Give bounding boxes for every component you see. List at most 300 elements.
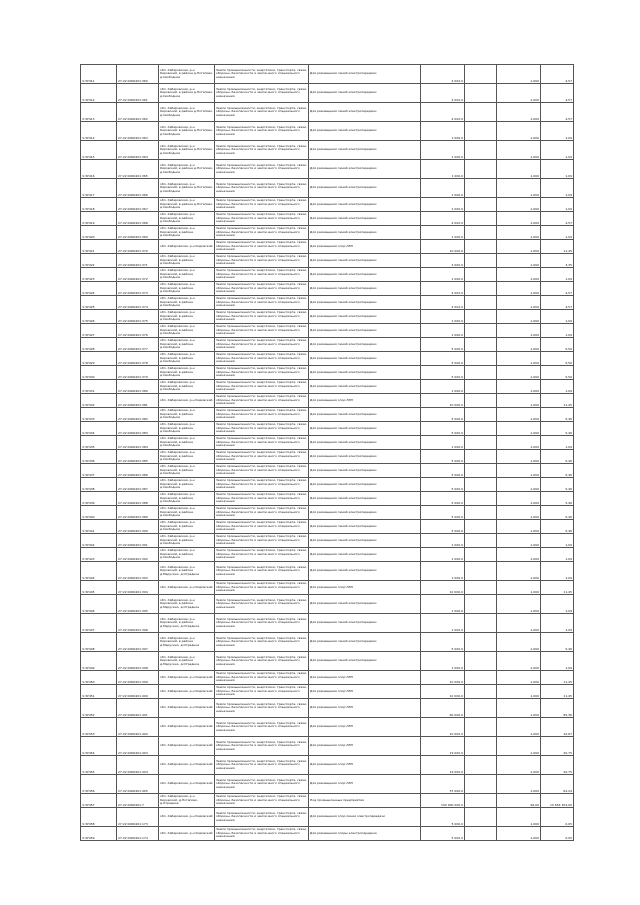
cadastral-number-cell: 27:22:0000401:393 xyxy=(117,562,159,581)
amount-cell: 3,35 xyxy=(541,254,574,268)
permitted-use-cell: Для размещения опор ЛЭП xyxy=(309,671,421,685)
amount-cell: 11,45 xyxy=(541,240,574,254)
area-cell: 4 002,0 xyxy=(421,296,465,310)
location-cell: обл. Хабаровская, р-н Кировский, в районе д.Потапово, д.Свободное xyxy=(159,179,215,198)
land-category-cell: Земли промышленности, энергетики, транспорта, связи, обороны, безопасности и земли иного специального назначения xyxy=(215,366,309,380)
amount-cell: 1,09 xyxy=(541,268,574,282)
cadastral-number-cell: 27:22:0000401:398 xyxy=(117,652,159,671)
permitted-use-cell: Для размещения линий электропередачи xyxy=(309,160,421,179)
permitted-use-cell: Для размещения опор ЛЭП xyxy=(309,699,421,718)
cadastral-number-cell: 27:22:0000401:382 xyxy=(117,408,159,422)
permitted-use-cell: Для размещения линий электропередачи xyxy=(309,520,421,534)
amount-cell: 5,46 xyxy=(541,633,574,652)
location-cell: обл. Хабаровская, р-н Кировский, в районе д.Свободное xyxy=(159,534,215,548)
coefficient-cell: 1,000 xyxy=(497,775,541,794)
location-cell: обл. Хабаровская, р-н Кировский, в районе д.Потапово, д.Свободное xyxy=(159,160,215,179)
permitted-use-cell: Для размещения опор ЛЭП xyxy=(309,240,421,254)
location-cell: обл. Хабаровская, р-н Кировский xyxy=(159,756,215,775)
cadastral-number-cell: 27:22:0000401:401 xyxy=(117,699,159,718)
plot-id-cell: Ч:ЗУ422 xyxy=(81,254,117,268)
amount-cell: 5,46 xyxy=(541,520,574,534)
area-cell: 57 000,0 xyxy=(421,775,465,794)
coefficient-cell: 1,000 xyxy=(497,581,541,595)
share-cell xyxy=(465,581,497,595)
area-cell: 19 000,0 xyxy=(421,756,465,775)
share-cell xyxy=(465,160,497,179)
table-row xyxy=(81,794,574,808)
land-category-cell: Земли промышленности, энергетики, транспорта, связи, обороны, безопасности и земли иного специального назначения xyxy=(215,827,309,841)
cadastral-number-cell: 27:22:0000401:366 xyxy=(117,179,159,198)
cadastral-number-cell: 27:22:0000401:364 xyxy=(117,141,159,160)
plot-id-cell: Ч:ЗУ429 xyxy=(81,352,117,366)
land-category-cell: Земли промышленности, энергетики, транспорта, связи, обороны, безопасности и земли иного специального назначения xyxy=(215,408,309,422)
permitted-use-cell: Для размещения опор ЛЭП xyxy=(309,685,421,699)
cadastral-number-cell: 27:22:0000401:173 xyxy=(117,808,159,827)
land-category-cell: Земли промышленности, энергетики, транспорта, связи, обороны, безопасности и земли иного специального назначения xyxy=(215,212,309,226)
area-cell: 1 000,0 xyxy=(421,179,465,198)
plot-id-cell: Ч:ЗУ415 xyxy=(81,141,117,160)
location-cell: обл. Хабаровская, р-н Кировский xyxy=(159,808,215,827)
coefficient-cell: 1,000 xyxy=(497,718,541,737)
permitted-use-cell: Для размещения опор ЛЭП xyxy=(309,718,421,737)
land-category-cell: Земли промышленности, энергетики, транспорта, связи, обороны, безопасности и земли иного специального назначения xyxy=(215,718,309,737)
location-cell: обл. Хабаровская, р-н Кировский, в районе д.Свободное xyxy=(159,450,215,464)
land-category-cell: Земли промышленности, энергетики, транспорта, связи, обороны, безопасности и земли иного специального назначения xyxy=(215,160,309,179)
coefficient-cell: 1,000 xyxy=(497,366,541,380)
permitted-use-cell: Для размещения линий электропередачи xyxy=(309,534,421,548)
share-cell xyxy=(465,827,497,841)
permitted-use-cell: Для размещения линий электропередачи xyxy=(309,141,421,160)
plot-id-cell: Ч:ЗУ455 xyxy=(81,756,117,775)
share-cell xyxy=(465,614,497,633)
coefficient-cell: 1,000 xyxy=(497,827,541,841)
amount-cell: 4,57 xyxy=(541,103,574,122)
share-cell xyxy=(465,492,497,506)
plot-id-cell: Ч:ЗУ413 xyxy=(81,103,117,122)
plot-id-cell: Ч:ЗУ443 xyxy=(81,548,117,562)
location-cell: обл. Хабаровская, р-н Кировский xyxy=(159,737,215,756)
coefficient-cell: 1,000 xyxy=(497,408,541,422)
table-row xyxy=(81,756,574,775)
permitted-use-cell: Для размещения линий электропередачи xyxy=(309,352,421,366)
share-cell xyxy=(465,794,497,808)
cadastral-number-cell: 27:22:0000401:391 xyxy=(117,534,159,548)
plot-id-cell: Ч:ЗУ414 xyxy=(81,122,117,141)
land-category-cell: Земли промышленности, энергетики, транспорта, связи, обороны, безопасности и земли иного специального назначения xyxy=(215,254,309,268)
coefficient-cell: 1,000 xyxy=(497,198,541,212)
permitted-use-cell: Для размещения линий электропередачи xyxy=(309,450,421,464)
coefficient-cell: 1,000 xyxy=(497,464,541,478)
plot-id-cell: Ч:ЗУ434 xyxy=(81,422,117,436)
location-cell: обл. Хабаровская, р-н Кировский xyxy=(159,581,215,595)
share-cell xyxy=(465,775,497,794)
amount-cell: 62,24 xyxy=(541,775,574,794)
permitted-use-cell: Для размещения линий электропередачи xyxy=(309,366,421,380)
cadastral-number-cell: 27:22:0000401:389 xyxy=(117,506,159,520)
permitted-use-cell: Для размещения опор ЛЭП xyxy=(309,775,421,794)
share-cell xyxy=(465,562,497,581)
amount-cell: 1,09 xyxy=(541,652,574,671)
location-cell: обл. Хабаровская, р-н Кировский, в районе д.Потапово, д.Свободное xyxy=(159,141,215,160)
permitted-use-cell: Для размещения линий электропередачи xyxy=(309,212,421,226)
location-cell: обл. Хабаровская, р-н Кировский, в районе д.Свободное xyxy=(159,478,215,492)
area-cell: 5 000,0 xyxy=(421,827,465,841)
amount-cell: 1,09 xyxy=(541,614,574,633)
share-cell xyxy=(465,520,497,534)
share-cell xyxy=(465,478,497,492)
coefficient-cell: 1,000 xyxy=(497,103,541,122)
coefficient-cell: 1,000 xyxy=(497,492,541,506)
amount-cell: 1,09 xyxy=(541,141,574,160)
area-cell: 5 000,0 xyxy=(421,408,465,422)
table-row xyxy=(81,436,574,450)
coefficient-cell: 1,000 xyxy=(497,352,541,366)
location-cell: обл. Хабаровская, р-н Кировский, в районе д.Свободное xyxy=(159,282,215,296)
location-cell: обл. Хабаровская, р-н Кировский, в районе д.Свободное xyxy=(159,408,215,422)
location-cell: обл. Хабаровская, р-н Кировский, в районе д.Свободное xyxy=(159,324,215,338)
share-cell xyxy=(465,103,497,122)
location-cell: обл. Хабаровская, р-н Кировский, в районе д.Свободное xyxy=(159,548,215,562)
permitted-use-cell: Для размещения линий электропередачи xyxy=(309,652,421,671)
table-row xyxy=(81,548,574,562)
share-cell xyxy=(465,534,497,548)
share-cell xyxy=(465,408,497,422)
permitted-use-cell: Для размещения линий электропередачи xyxy=(309,422,421,436)
plot-id-cell: Ч:ЗУ445 xyxy=(81,581,117,595)
permitted-use-cell: Для размещения линий электропередачи xyxy=(309,548,421,562)
table-row xyxy=(81,296,574,310)
plot-id-cell: Ч:ЗУ433 xyxy=(81,408,117,422)
table-row xyxy=(81,422,574,436)
table-row xyxy=(81,685,574,699)
area-cell: 5 000,0 xyxy=(421,450,465,464)
coefficient-cell: 1,000 xyxy=(497,422,541,436)
table-row xyxy=(81,808,574,827)
area-cell: 1 000,0 xyxy=(421,614,465,633)
cadastral-number-cell: 27:22:0000401:400 xyxy=(117,685,159,699)
location-cell: обл. Хабаровская, р-н Кировский xyxy=(159,394,215,408)
share-cell xyxy=(465,548,497,562)
coefficient-cell: 1,000 xyxy=(497,534,541,548)
coefficient-cell: 1,000 xyxy=(497,240,541,254)
share-cell xyxy=(465,122,497,141)
area-cell: 5 000,0 xyxy=(421,492,465,506)
coefficient-cell: 1,000 xyxy=(497,737,541,756)
coefficient-cell: 1,000 xyxy=(497,756,541,775)
cadastral-number-cell: 27:22:0000401:390 xyxy=(117,520,159,534)
land-category-cell: Земли промышленности, энергетики, транспорта, связи, обороны, безопасности и земли иного специального назначения xyxy=(215,562,309,581)
permitted-use-cell: Для размещения линий электропередачи xyxy=(309,324,421,338)
cadastral-number-cell: 27:22:0000401:379 xyxy=(117,366,159,380)
cadastral-number-cell: 27:22:0000401:378 xyxy=(117,352,159,366)
location-cell: обл. Хабаровская, р-н Кировский, в районе д.Свободное xyxy=(159,380,215,394)
permitted-use-cell: Для размещения линий электропередачи xyxy=(309,179,421,198)
cadastral-number-cell: 27:22:0000401:395 xyxy=(117,595,159,614)
coefficient-cell: 1,000 xyxy=(497,380,541,394)
amount-cell: 65,36 xyxy=(541,699,574,718)
cadastral-number-cell: 27:22:0000401:361 xyxy=(117,84,159,103)
amount-cell: 1,09 xyxy=(541,122,574,141)
share-cell xyxy=(465,282,497,296)
amount-cell: 4,57 xyxy=(541,84,574,103)
amount-cell: 5,50 xyxy=(541,352,574,366)
land-category-cell: Земли промышленности, энергетики, транспорта, связи, обороны, безопасности и земли иного специального назначения xyxy=(215,506,309,520)
share-cell xyxy=(465,268,497,282)
land-category-cell: Земли промышленности, энергетики, транспорта, связи, обороны, безопасности и земли иного специального назначения xyxy=(215,65,309,84)
plot-id-cell: Ч:ЗУ456 xyxy=(81,775,117,794)
land-category-cell: Земли промышленности, энергетики, транспорта, связи, обороны, безопасности и земли иного специального назначения xyxy=(215,464,309,478)
land-category-cell: Земли промышленности, энергетики, транспорта, связи, обороны, безопасности и земли иного специального назначения xyxy=(215,84,309,103)
cadastral-number-cell: 27:22:0000401:385 xyxy=(117,450,159,464)
area-cell: 5 000,0 xyxy=(421,506,465,520)
plot-id-cell: Ч:ЗУ450 xyxy=(81,671,117,685)
table-row xyxy=(81,581,574,595)
area-cell: 5 000,0 xyxy=(421,520,465,534)
amount-cell: 11,45 xyxy=(541,685,574,699)
plot-id-cell: Ч:ЗУ419 xyxy=(81,212,117,226)
table-row xyxy=(81,671,574,685)
land-category-cell: Земли промышленности, энергетики, транспорта, связи, обороны, безопасности и земли иного специального назначения xyxy=(215,581,309,595)
plot-id-cell: Ч:ЗУ437 xyxy=(81,464,117,478)
coefficient-cell: 1,000 xyxy=(497,652,541,671)
permitted-use-cell: Для размещения линий электропередачи xyxy=(309,296,421,310)
plot-id-cell: Ч:ЗУ421 xyxy=(81,240,117,254)
location-cell: обл. Хабаровская, р-н Кировский, в районе д.Свободное xyxy=(159,520,215,534)
plot-id-cell: Ч:ЗУ420 xyxy=(81,226,117,240)
coefficient-cell: 1,000 xyxy=(497,141,541,160)
amount-cell: 5,46 xyxy=(541,492,574,506)
cadastral-number-cell: 27:22:0000401:362 xyxy=(117,103,159,122)
land-category-cell: Земли промышленности, энергетики, транспорта, связи, обороны, безопасности и земли иного специального назначения xyxy=(215,548,309,562)
share-cell xyxy=(465,808,497,827)
permitted-use-cell: Для размещения линий электропередачи xyxy=(309,506,421,520)
share-cell xyxy=(465,380,497,394)
cadastral-number-cell: 27:22:0000401:377 xyxy=(117,338,159,352)
area-cell: 4 002,0 xyxy=(421,282,465,296)
amount-cell: 1,09 xyxy=(541,160,574,179)
share-cell xyxy=(465,296,497,310)
land-category-cell: Земли промышленности, энергетики, транспорта, связи, обороны, безопасности и земли иного специального назначения xyxy=(215,179,309,198)
cadastral-number-cell: 27:22:0000401:396 xyxy=(117,614,159,633)
coefficient-cell: 1,000 xyxy=(497,699,541,718)
location-cell: обл. Хабаровская, р-н Кировский, в районе д.Свободное xyxy=(159,352,215,366)
table-row xyxy=(81,478,574,492)
coefficient-cell: 1,000 xyxy=(497,506,541,520)
share-cell xyxy=(465,685,497,699)
land-category-cell: Земли промышленности, энергетики, транспорта, связи, обороны, безопасности и земли иного специального назначения xyxy=(215,450,309,464)
amount-cell: 20,75 xyxy=(541,756,574,775)
share-cell xyxy=(465,240,497,254)
table-row xyxy=(81,520,574,534)
table-row xyxy=(81,122,574,141)
table-row xyxy=(81,324,574,338)
permitted-use-cell: Для размещения линий электропередачи xyxy=(309,268,421,282)
plot-id-cell: Ч:ЗУ425 xyxy=(81,296,117,310)
table-row xyxy=(81,450,574,464)
area-cell: 5 000,0 xyxy=(421,808,465,827)
area-cell: 1 000,0 xyxy=(421,268,465,282)
cadastral-number-cell: 27:22:0000401:399 xyxy=(117,671,159,685)
amount-cell: 4,57 xyxy=(541,212,574,226)
plot-id-cell: Ч:ЗУ435 xyxy=(81,436,117,450)
amount-cell: 20,75 xyxy=(541,737,574,756)
table-row xyxy=(81,562,574,581)
plot-id-cell: Ч:ЗУ451 xyxy=(81,685,117,699)
coefficient-cell: 1,000 xyxy=(497,338,541,352)
cadastral-number-cell: 27:22:0000401:403 xyxy=(117,737,159,756)
area-cell: 1 000,0 xyxy=(421,436,465,450)
coefficient-cell: 96,00 xyxy=(497,794,541,808)
plot-id-cell: Ч:ЗУ454 xyxy=(81,737,117,756)
permitted-use-cell: Для размещения линий электропередачи xyxy=(309,464,421,478)
register-sheet xyxy=(80,64,573,839)
land-category-cell: Земли промышленности, энергетики, транспорта, связи, обороны, безопасности и земли иного специального назначения xyxy=(215,633,309,652)
land-category-cell: Земли промышленности, энергетики, транспорта, связи, обороны, безопасности и земли иного специального назначения xyxy=(215,699,309,718)
cadastral-number-cell: 27:22:0000401:369 xyxy=(117,226,159,240)
permitted-use-cell: Для размещения линий электропередачи xyxy=(309,436,421,450)
location-cell: обл. Хабаровская, р-н Кировский, в районе д.Потапово, д.Свободное xyxy=(159,103,215,122)
cadastral-number-cell: 27:22:0000401:394 xyxy=(117,581,159,595)
location-cell: обл. Хабаровская, р-н Кировский, в районе д.Свободное xyxy=(159,212,215,226)
table-row xyxy=(81,737,574,756)
amount-cell: 1,09 xyxy=(541,436,574,450)
coefficient-cell: 1,000 xyxy=(497,548,541,562)
table-row xyxy=(81,338,574,352)
coefficient-cell: 1,000 xyxy=(497,179,541,198)
share-cell xyxy=(465,652,497,671)
amount-cell: 5,50 xyxy=(541,366,574,380)
cadastral-number-cell: 27:22:0000401:373 xyxy=(117,282,159,296)
share-cell xyxy=(465,338,497,352)
cadastral-number-cell: 27:22:0000401:402 xyxy=(117,718,159,737)
table-row xyxy=(81,408,574,422)
plot-id-cell: Ч:ЗУ438 xyxy=(81,478,117,492)
amount-cell: 4,57 xyxy=(541,296,574,310)
permitted-use-cell: Для размещения линий электропередачи xyxy=(309,84,421,103)
area-cell: 4 002,0 xyxy=(421,212,465,226)
coefficient-cell: 1,000 xyxy=(497,160,541,179)
share-cell xyxy=(465,310,497,324)
share-cell xyxy=(465,324,497,338)
cadastral-number-cell: 27:22:0000401:397 xyxy=(117,633,159,652)
plot-id-cell: Ч:ЗУ439 xyxy=(81,492,117,506)
table-row xyxy=(81,352,574,366)
coefficient-cell: 1,000 xyxy=(497,324,541,338)
permitted-use-cell: Для размещения линий электропередачи xyxy=(309,282,421,296)
table-row xyxy=(81,84,574,103)
location-cell: обл. Хабаровская, р-н Кировский, д.Потапово, д.Отрадное xyxy=(159,794,215,808)
permitted-use-cell: Для размещения линий электропередачи xyxy=(309,198,421,212)
area-cell: 4 002,0 xyxy=(421,65,465,84)
amount-cell: 5,46 xyxy=(541,464,574,478)
plot-id-cell: Ч:ЗУ457 xyxy=(81,794,117,808)
area-cell: 3 000,0 xyxy=(421,254,465,268)
location-cell: обл. Хабаровская, р-н Кировский, в районе д.Свободное xyxy=(159,464,215,478)
cadastral-number-cell: 27:22:0000401:392 xyxy=(117,548,159,562)
location-cell: обл. Хабаровская, р-н Кировский, в районе д.Свободное xyxy=(159,492,215,506)
location-cell: обл. Хабаровская, р-н Кировский, в районе д.Потапово, д.Свободное xyxy=(159,198,215,212)
land-category-cell: Земли промышленности, энергетики, транспорта, связи, обороны, безопасности и земли иного специального назначения xyxy=(215,520,309,534)
table-row xyxy=(81,394,574,408)
area-cell: 1 000,0 xyxy=(421,324,465,338)
table-row xyxy=(81,492,574,506)
share-cell xyxy=(465,737,497,756)
amount-cell: 5,50 xyxy=(541,338,574,352)
location-cell: обл. Хабаровская, р-н Кировский xyxy=(159,699,215,718)
location-cell: обл. Хабаровская, р-н Кировский, в районе д.Марусино, д.Отрадное xyxy=(159,633,215,652)
coefficient-cell: 1,000 xyxy=(497,595,541,614)
share-cell xyxy=(465,506,497,520)
plot-id-cell: Ч:ЗУ444 xyxy=(81,562,117,581)
permitted-use-cell: Для размещения опор линии электропередачи xyxy=(309,808,421,827)
land-category-cell: Земли промышленности, энергетики, транспорта, связи, обороны, безопасности и земли иного специального назначения xyxy=(215,226,309,240)
land-category-cell: Земли промышленности, энергетики, транспорта, связи, обороны, безопасности и земли иного специального назначения xyxy=(215,737,309,756)
coefficient-cell: 1,000 xyxy=(497,614,541,633)
area-cell: 1 000,0 xyxy=(421,198,465,212)
coefficient-cell: 1,000 xyxy=(497,122,541,141)
location-cell: обл. Хабаровская, р-н Кировский, в районе д.Свободное xyxy=(159,338,215,352)
table-row xyxy=(81,240,574,254)
land-category-cell: Земли промышленности, энергетики, транспорта, связи, обороны, безопасности и земли иного специального назначения xyxy=(215,380,309,394)
amount-cell: 0,05 xyxy=(541,808,574,827)
coefficient-cell: 1,000 xyxy=(497,212,541,226)
coefficient-cell: 1,000 xyxy=(497,394,541,408)
plot-id-cell: Ч:ЗУ428 xyxy=(81,338,117,352)
area-cell: 1 000,0 xyxy=(421,548,465,562)
land-category-cell: Земли промышленности, энергетики, транспорта, связи, обороны, безопасности и земли иного специального назначения xyxy=(215,103,309,122)
land-category-cell: Земли промышленности, энергетики, транспорта, связи, обороны, безопасности и земли иного специального назначения xyxy=(215,614,309,633)
coefficient-cell: 1,000 xyxy=(497,254,541,268)
location-cell: обл. Хабаровская, р-н Кировский, в районе д.Потапово, д.Свободное xyxy=(159,84,215,103)
permitted-use-cell: Для размещения линий электропередачи xyxy=(309,408,421,422)
plot-id-cell: Ч:ЗУ452 xyxy=(81,699,117,718)
land-category-cell: Земли промышленности, энергетики, транспорта, связи, обороны, безопасности и земли иного специального назначения xyxy=(215,338,309,352)
location-cell: обл. Хабаровская, р-н Кировский, в районе д.Свободное xyxy=(159,422,215,436)
land-category-cell: Земли промышленности, энергетики, транспорта, связи, обороны, безопасности и земли иного специального назначения xyxy=(215,595,309,614)
location-cell: обл. Хабаровская, р-н Кировский xyxy=(159,775,215,794)
amount-cell: 1,09 xyxy=(541,226,574,240)
land-category-cell: Земли промышленности, энергетики, транспорта, связи, обороны, безопасности и земли иного специального назначения xyxy=(215,756,309,775)
land-category-cell: Земли промышленности, энергетики, транспорта, связи, обороны, безопасности и земли иного специального назначения xyxy=(215,268,309,282)
share-cell xyxy=(465,633,497,652)
cadastral-number-cell: 27:22:0000401:375 xyxy=(117,310,159,324)
coefficient-cell: 1,000 xyxy=(497,633,541,652)
plot-id-cell: Ч:ЗУ412 xyxy=(81,84,117,103)
coefficient-cell: 1,000 xyxy=(497,296,541,310)
location-cell: обл. Хабаровская, р-н Кировский, в районе д.Свободное xyxy=(159,254,215,268)
area-cell: 4 002,0 xyxy=(421,103,465,122)
permitted-use-cell: Для размещения линий электропередачи xyxy=(309,478,421,492)
land-category-cell: Земли промышленности, энергетики, транспорта, связи, обороны, безопасности и земли иного специального назначения xyxy=(215,652,309,671)
share-cell xyxy=(465,671,497,685)
area-cell: 5 000,0 xyxy=(421,352,465,366)
permitted-use-cell: Для размещения линий электропередачи xyxy=(309,226,421,240)
table-row xyxy=(81,226,574,240)
share-cell xyxy=(465,65,497,84)
land-category-cell: Земли промышленности, энергетики, транспорта, связи, обороны, безопасности и земли иного специального назначения xyxy=(215,794,309,808)
table-row xyxy=(81,614,574,633)
land-category-cell: Земли промышленности, энергетики, транспорта, связи, обороны, безопасности и земли иного специального назначения xyxy=(215,282,309,296)
land-category-cell: Земли промышленности, энергетики, транспорта, связи, обороны, безопасности и земли иного специального назначения xyxy=(215,685,309,699)
plot-id-cell: Ч:ЗУ432 xyxy=(81,394,117,408)
amount-cell: 11,45 xyxy=(541,394,574,408)
table-row xyxy=(81,268,574,282)
area-cell: 1 000,0 xyxy=(421,226,465,240)
land-plot-table xyxy=(80,64,574,841)
cadastral-number-cell: 27:22:0000401:370 xyxy=(117,240,159,254)
plot-id-cell: Ч:ЗУ411 xyxy=(81,65,117,84)
area-cell: 5 000,0 xyxy=(421,422,465,436)
